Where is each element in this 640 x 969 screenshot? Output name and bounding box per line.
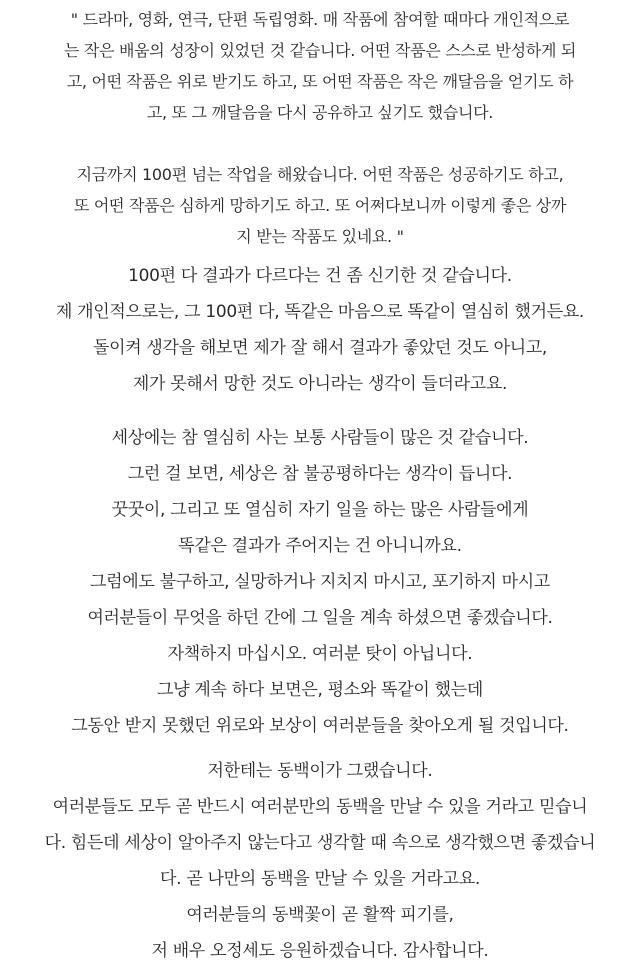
- text-line: 지금까지 100편 넘는 작업을 해왔습니다. 어떤 작품은 성공하기도 하고,: [76, 165, 564, 184]
- text-line: 세상에는 참 열심히 사는 보통 사람들이 많은 것 같습니다.: [111, 428, 529, 448]
- text-line: 100편 다 결과가 다르다는 건 좀 신기한 것 같습니다.: [128, 266, 512, 286]
- paragraph-6: [0, 753, 640, 969]
- text-line: 똑같은 결과가 주어지는 건 아니니까요.: [178, 536, 462, 556]
- text-line: 자책하지 마십시오. 여러분 탓이 아닙니다.: [167, 644, 473, 664]
- text-line: 그동안 받지 못했던 위로와 보상이 여러분들을 찾아오게 될 것입니다.: [71, 716, 569, 736]
- text-line: 저한테는 동백이가 그랬습니다.: [207, 761, 433, 781]
- paragraph-5: [0, 564, 640, 744]
- text-line: 여러분들의 동백꽃이 곧 활짝 피기를,: [186, 905, 454, 925]
- text-line: 또 어떤 작품은 심하게 망하기도 하고. 또 어쩌다보니까 이렇게 좋은 상까: [73, 196, 567, 215]
- paragraph-1: [0, 4, 640, 128]
- text-line: 다. 힘든데 세상이 알아주지 않는다고 생각할 때 속으로 생각했으면 좋겠습니: [44, 833, 596, 853]
- paragraph-3: [0, 258, 640, 402]
- text-line: 그런 걸 보면, 세상은 참 불공평하다는 생각이 듭니다.: [127, 464, 513, 484]
- paragraph-2: [0, 159, 640, 252]
- text-line: 저 배우 오정세도 응원하겠습니다. 감사합니다.: [151, 941, 489, 961]
- text-line: 돌이켜 생각을 해보면 제가 잘 해서 결과가 좋았던 것도 아니고,: [92, 338, 548, 358]
- text-line: 는 작은 배움의 성장이 있었던 것 같습니다. 어떤 작품은 스스로 반성하게 되: [63, 41, 577, 60]
- text-line: 꿋꿋이, 그리고 또 열심히 자기 일을 하는 많은 사람들에게: [111, 500, 529, 520]
- text-line: 그럼에도 불구하고, 실망하거나 지치지 마시고, 포기하지 마시고: [89, 572, 550, 592]
- text-line: 여러분들이 무엇을 하던 간에 그 일을 계속 하셨으면 좋겠습니다.: [87, 608, 553, 628]
- text-line: 제가 못해서 망한 것도 아니라는 생각이 들더라고요.: [132, 374, 508, 394]
- text-line: " 드라마, 영화, 연극, 단편 독립영화. 매 작품에 참여할 때마다 개인적으로: [70, 10, 570, 29]
- paragraph-4: [0, 420, 640, 564]
- text-line: 고, 또 그 깨달음을 다시 공유하고 싶기도 했습니다.: [146, 103, 494, 122]
- text-line: 지 받는 작품도 있네요. ": [236, 227, 404, 246]
- text-line: 그냥 계속 하다 보면은, 평소와 똑같이 했는데: [157, 680, 483, 700]
- text-line: 여러분들도 모두 곧 반드시 여러분만의 동백을 만날 수 있을 거라고 믿습니: [52, 797, 588, 817]
- text-line: 제 개인적으로는, 그 100편 다, 똑같은 마음으로 똑같이 열심히 했거든요.: [55, 302, 585, 322]
- text-line: 고, 어떤 작품은 위로 받기도 하고, 또 어떤 작품은 작은 깨달음을 얻기도 하: [66, 72, 574, 91]
- text-line: 다. 곧 나만의 동백을 만날 수 있을 거라고요.: [159, 869, 480, 889]
